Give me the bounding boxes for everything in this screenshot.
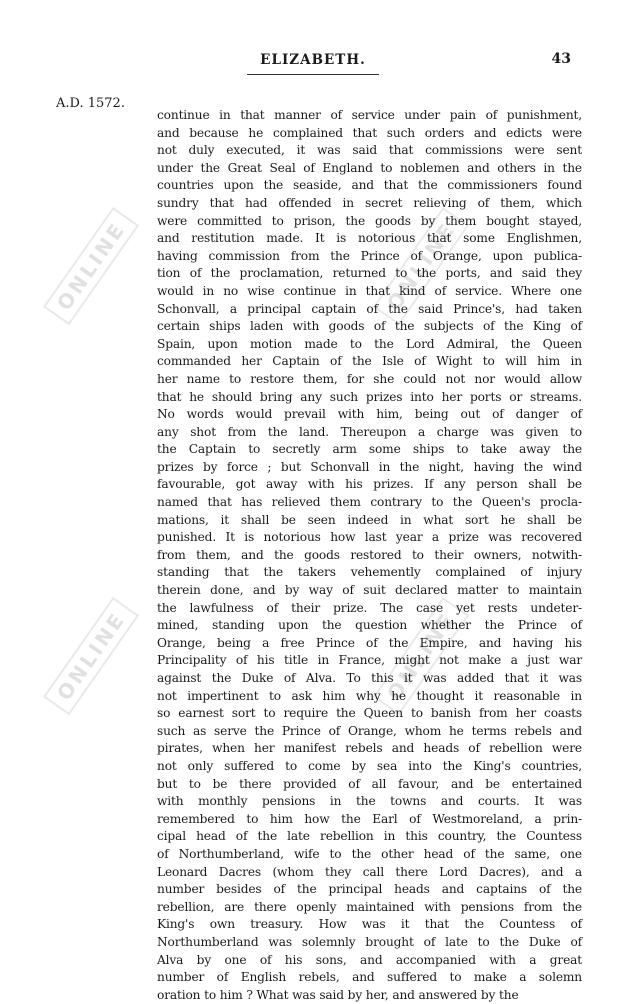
- text-line: prizes by force ; but Schonvall in the night, having the wind: [157, 459, 582, 474]
- text-line: not impertinent to ask him why he thought it reasonable in: [157, 688, 582, 703]
- text-line: with monthly pensions in the towns and courts. It was: [157, 794, 582, 809]
- text-line: number of English rebels, and suffered to make a solemn: [157, 970, 582, 985]
- text-line: King's own treasury. How was it that the Countess of: [157, 917, 582, 932]
- watermark-stamp: ONLINE: [373, 597, 469, 716]
- text-line: mations, it shall be seen indeed in what sort he shall be: [157, 512, 582, 527]
- text-line: commanded her Captain of the Isle of Wight to will him in: [157, 354, 582, 369]
- text-line: sundry that had offended in secret relieving of them, which: [157, 195, 582, 210]
- text-line: Northumberland was solemnly brought of late to the Duke of: [157, 934, 582, 949]
- watermark-stamp: ONLINE: [43, 597, 139, 716]
- text-line: Alva by one of his sons, and accompanied with a great: [157, 952, 582, 967]
- text-line: not duly executed, it was said that commissions were sent: [157, 143, 582, 158]
- text-line: Schonvall, a principal captain of the said Prince's, had taken: [157, 301, 582, 316]
- text-line: would in no wise continue in that kind of service. Where one: [157, 283, 582, 298]
- text-line: countries upon the seaside, and that the commissioners found: [157, 178, 582, 193]
- text-line: but to be there provided of all favour, and be entertained: [157, 776, 582, 791]
- text-line: standing that the takers vehemently complained of injury: [157, 565, 582, 580]
- text-line: the lawfulness of their prize. The case yet rests undeter-: [157, 600, 582, 615]
- text-line: named that has relieved them contrary to the Queen's procla-: [157, 495, 582, 510]
- text-line: punished. It is notorious how last year a prize was recovered: [157, 530, 582, 545]
- text-line: favourable, got away with his prizes. If any person shall be: [157, 477, 582, 492]
- text-line: Orange, being a free Prince of the Empire, and having his: [157, 635, 582, 650]
- text-line: that he should bring any such prizes into her ports or streams.: [157, 389, 582, 404]
- text-line: mined, standing upon the question whether the Prince of: [157, 618, 582, 633]
- margin-date: A.D. 1572.: [56, 96, 125, 111]
- text-line: number besides of the principal heads and captains of the: [157, 882, 582, 897]
- text-line: against the Duke of Alva. To this it was added that it was: [157, 671, 582, 685]
- text-line: Principality of his title in France, might not make a just war: [157, 653, 582, 668]
- body-text: [157, 107, 582, 1004]
- text-line: oration to him ? What was said by her, and answered by the: [157, 987, 519, 1002]
- text-line: cipal head of the late rebellion in this country, the Countess: [157, 829, 582, 844]
- text-line: any shot from the land. Thereupon a charge was given to: [157, 424, 582, 439]
- text-line: tion of the proclamation, returned to the ports, and said they: [157, 266, 582, 281]
- watermark-stamp: ONLINE: [373, 207, 469, 326]
- text-line: pirates, when her manifest rebels and heads of rebellion were: [157, 741, 582, 756]
- text-line: under the Great Seal of England to noblemen and others in the: [157, 160, 582, 175]
- text-line: therein done, and by way of suit declared matter to maintain: [157, 583, 582, 598]
- text-line: remembered to him how the Earl of Westmoreland, a prin-: [157, 811, 582, 826]
- text-line: continue in that manner of service under pain of punishment,: [157, 108, 582, 122]
- text-line: not only suffered to come by sea into the King's countries,: [157, 758, 582, 773]
- watermark-stamp: ONLINE: [43, 207, 139, 326]
- text-line: of Northumberland, wife to the other head of the same, one: [157, 846, 582, 861]
- text-line: No words would prevail with him, being out of danger of: [157, 407, 582, 422]
- text-line: Leonard Dacres (whom they call there Lord Dacres), and a: [157, 864, 582, 879]
- text-line: certain ships laden with goods of the subjects of the King of: [157, 319, 582, 334]
- text-line: Spain, upon motion made to the Lord Admiral, the Queen: [157, 336, 582, 351]
- text-line: so earnest sort to require the Queen to banish from her coasts: [157, 706, 582, 721]
- header-rule: [247, 74, 379, 75]
- text-line: from them, and the goods restored to their owners, notwith-: [157, 547, 582, 562]
- text-line: and because he complained that such orders and edicts were: [157, 125, 582, 140]
- text-line: were committed to prison, the goods by them bought stayed,: [157, 213, 582, 228]
- text-line: the Captain to secretly arm some ships to take away the: [157, 442, 582, 457]
- text-line: such as serve the Prince of Orange, whom he terms rebels and: [157, 723, 582, 738]
- text-line: having commission from the Prince of Orange, upon publica-: [157, 248, 582, 263]
- text-line: and restitution made. It is notorious that some Englishmen,: [157, 231, 582, 246]
- running-title: ELIZABETH.: [260, 52, 366, 68]
- text-line: her name to restore them, for she could not nor would allow: [157, 371, 582, 386]
- text-line: rebellion, are there openly maintained with pensions from the: [157, 899, 582, 914]
- page-number: 43: [551, 51, 571, 67]
